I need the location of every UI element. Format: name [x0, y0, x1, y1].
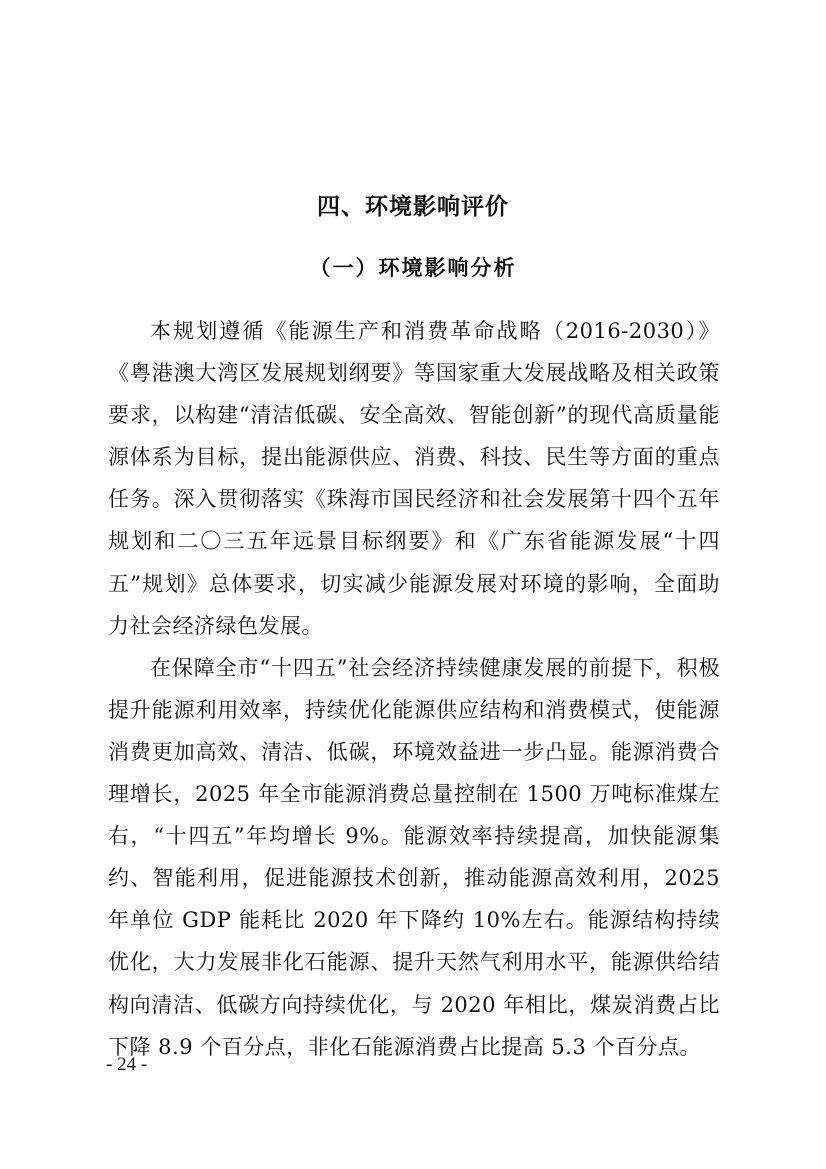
body-text: [108, 310, 720, 1068]
section-heading: 四、环境影响评价: [317, 194, 509, 220]
page-number: - 24 -: [106, 1054, 148, 1075]
sub-heading: （一）环境影响分析: [309, 255, 517, 280]
paragraph-planning-basis: 本规划遵循《能源生产和消费革命战略（2016-2030）》《粤港澳大湾区发展规划纲要》等国家重大发展战略及相关政策要求，以构建“清洁低碳、安全高效、智能创新”的现代高质量能源体系为目标，提出能源供应、消费、科技、民生等方面的重点任务。深入贯彻落实《珠海市国民经济和社会发展第十四个五年规划和二〇三五年远景目标纲要》和《广东省能源发展“十四五”规划》总体要求，切实减少能源发展对环境的影响，全面助力社会经济绿色发展。: [108, 319, 720, 638]
paragraph-energy-targets: 在保障全市“十四五”社会经济持续健康发展的前提下，积极提升能源利用效率，持续优化能源供应结构和消费模式，使能源消费更加高效、清洁、低碳，环境效益进一步凸显。能源消费合理增长，2025 年全市能源消费总量控制在 1500 万吨标准煤左右，“十四五”年均增长 9%。能源效率持续提高，加快能源集约、智能利用，促进能源技术创新，推动能源高效利用，2025 年单位 GDP 能耗比 2020 年下降约 10%左右。能源结构持续优化，大力发展非化石能源、提升天然气利用水平，能源供给结构向清洁、低碳方向持续优化，与 2020 年相比，煤炭消费占比下降 8.9 个百分点，非化石能源消费占比提高 5.3 个百分点。: [108, 655, 720, 1059]
